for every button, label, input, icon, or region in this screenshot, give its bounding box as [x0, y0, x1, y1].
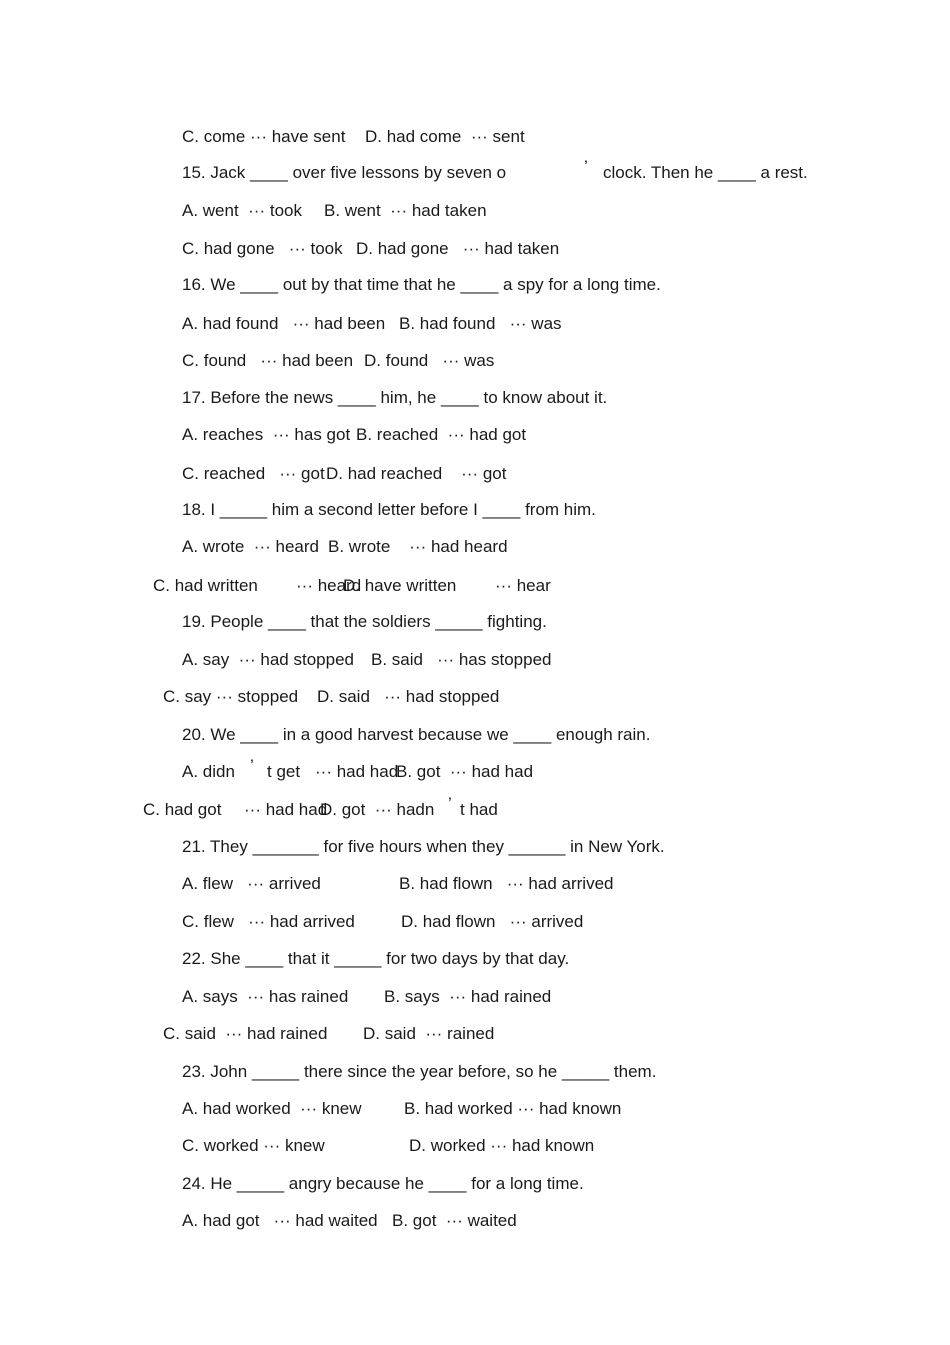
option-d: D. had reached ··· got: [326, 464, 507, 483]
question-text: 21. They _______ for five hours when they ______ in New York.: [182, 837, 665, 856]
option-c: C. reached ··· got: [182, 464, 325, 483]
option-a-answer: ··· had had: [315, 762, 399, 781]
option-a: t get: [267, 762, 301, 781]
option-d: D. had gone ··· had taken: [356, 239, 560, 258]
apostrophe: ’: [250, 756, 254, 775]
apostrophe: ’: [584, 157, 588, 176]
option-b: B. wrote ··· had heard: [328, 537, 508, 556]
option-a: A. had got ··· had waited: [182, 1211, 378, 1230]
option-c: C. flew ··· had arrived: [182, 912, 355, 931]
option-b: B. said ··· has stopped: [371, 650, 552, 669]
option-c: C. say ··· stopped: [163, 687, 299, 706]
question-17: [182, 388, 608, 428]
option-c: C. had written: [153, 576, 258, 595]
question-23: [182, 1062, 657, 1102]
question-22: [182, 949, 570, 989]
option-d: D. have written: [343, 576, 457, 595]
question-text: 20. We ____ in a good harvest because we ____ enough rain.: [182, 725, 651, 744]
option-d: t had: [460, 800, 498, 819]
option-a: A. wrote ··· heard: [182, 537, 319, 556]
question-text: 24. He _____ angry because he ____ for a long time.: [182, 1174, 584, 1193]
option-c: C. had got: [143, 800, 222, 819]
option-c: C. found ··· had been: [182, 351, 354, 370]
question-text: 19. People ____ that the soldiers _____ fighting.: [182, 612, 547, 631]
question-text: 16. We ____ out by that time that he ____ a spy for a long time.: [182, 275, 661, 294]
option-a: A. say ··· had stopped: [182, 650, 354, 669]
question-16: [182, 275, 661, 315]
option-c-answer: ··· heard: [296, 576, 362, 595]
option-a: A. had worked ··· knew: [182, 1099, 362, 1118]
apostrophe: ’: [448, 794, 452, 813]
option-c: C. said ··· had rained: [163, 1024, 328, 1043]
question-text: 23. John _____ there since the year before, so he _____ them.: [182, 1062, 657, 1081]
option-d: D. found ··· was: [364, 351, 495, 370]
question-19: [182, 612, 547, 652]
option-c: C. worked ··· knew: [182, 1136, 325, 1155]
option-b: B. had flown ··· had arrived: [399, 874, 614, 893]
option-b: B. reached ··· had got: [356, 425, 527, 444]
option-a: A. had found ··· had been: [182, 314, 386, 333]
option-a: A. flew ··· arrived: [182, 874, 321, 893]
option-c-answer: ··· had had: [244, 800, 328, 819]
question-text: 17. Before the news ____ him, he ____ to know about it.: [182, 388, 608, 407]
question-24: [182, 1174, 584, 1214]
question-20: [182, 725, 651, 765]
option-c: C. come ··· have sent: [182, 127, 346, 146]
option-d: D. had come ··· sent: [365, 127, 525, 146]
option-d: D. worked ··· had known: [409, 1136, 595, 1155]
option-a: A. says ··· has rained: [182, 987, 349, 1006]
option-b: B. had worked ··· had known: [404, 1099, 622, 1118]
question-text: 18. I _____ him a second letter before I ____ from him.: [182, 500, 596, 519]
option-d: D. said ··· had stopped: [317, 687, 500, 706]
question-21: [182, 837, 665, 877]
option-a: A. went ··· took: [182, 201, 302, 220]
option-a: A. didn: [182, 762, 235, 781]
option-line: [182, 1211, 517, 1271]
option-b: B. went ··· had taken: [324, 201, 487, 220]
option-b: B. got ··· had had: [396, 762, 534, 781]
option-b: B. got ··· waited: [392, 1211, 517, 1230]
question-text: 15. Jack ____ over five lessons by seven o: [182, 163, 507, 182]
option-a: A. reaches ··· has got: [182, 425, 351, 444]
question-text: 22. She ____ that it _____ for two days by that day.: [182, 949, 570, 968]
question-18: [182, 500, 596, 540]
option-c: C. had gone ··· took: [182, 239, 343, 258]
option-b: B. says ··· had rained: [384, 987, 552, 1006]
option-d: D. had flown ··· arrived: [401, 912, 584, 931]
option-d: D. said ··· rained: [363, 1024, 495, 1043]
question-text: clock. Then he ____ a rest.: [603, 163, 808, 182]
option-d: D. got ··· hadn: [320, 800, 435, 819]
option-b: B. had found ··· was: [399, 314, 562, 333]
option-d-answer: ··· hear: [495, 576, 551, 595]
